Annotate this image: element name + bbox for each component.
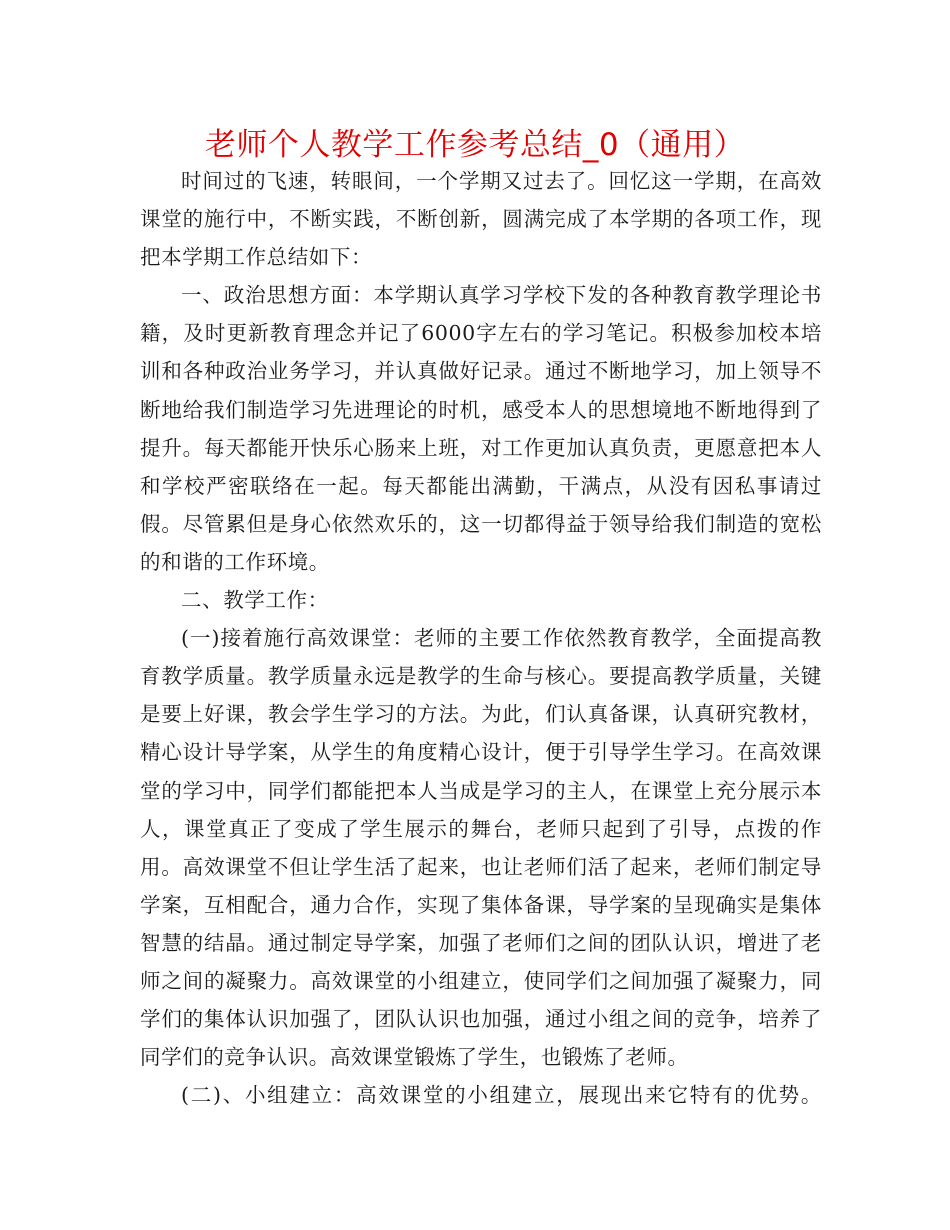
paragraph-teaching-heading: 二、教学工作：	[181, 588, 329, 613]
document-body	[140, 162, 822, 1114]
paragraph-intro: 时间过的飞速，转眼间，一个学期又过去了。回忆这一学期，在高效课堂的施行中，不断实践，不断创新，圆满完成了本学期的各项工作，现把本学期工作总结如下：	[140, 169, 822, 270]
paragraph-efficient-classroom: (一)接着施行高效课堂：老师的主要工作依然教育教学，全面提高教育教学质量。教学质量永远是教学的生命与核心。要提高教学质量，关键是要上好课，教会学生学习的方法。为此，们认真备课，认真研究教材，精心设计导学案，从学生的角度精心设计，便于引导学生学习。在高效课堂的学习中，同学们都能把本人当成是学习的主人，在课堂上充分展示本人，课堂真正了变成了学生展示的舞台，老师只起到了引导，点拨的作用。高效课堂不但让学生活了起来，也让老师们活了起来，老师们制定导学案，互相配合，通力合作，实现了集体备课，导学案的呈现确实是集体智慧的结晶。通过制定导学案，加强了老师们之间的团队认识，增进了老师之间的凝聚力。高效课堂的小组建立，使同学们之间加强了凝聚力，同学们的集体认识加强了，团队认识也加强，通过小组之间的竞争，培养了同学们的竞争认识。高效课堂锻炼了学生，也锻炼了老师。	[140, 626, 822, 1070]
paragraph-political-thought: 一、政治思想方面：本学期认真学习学校下发的各种教育教学理论书籍，及时更新教育理念并记了6000字左右的学习笔记。积极参加校本培训和各种政治业务学习，并认真做好记录。通过不断地学习，加上领导不断地给我们制造学习先进理论的时机，感受本人的思想境地不断地得到了提升。每天都能开快乐心肠来上班，对工作更加认真负责，更愿意把本人和学校严密联络在一起。每天都能出满勤，干满点，从没有因私事请过假。尽管累但是身心依然欢乐的，这一切都得益于领导给我们制造的宽松的和谐的工作环境。	[140, 283, 822, 574]
document-title: 老师个人教学工作参考总结_0（通用）	[204, 127, 746, 163]
paragraph-group-building: (二)、小组建立：高效课堂的小组建立，展现出来它特有的优势。	[181, 1083, 822, 1108]
